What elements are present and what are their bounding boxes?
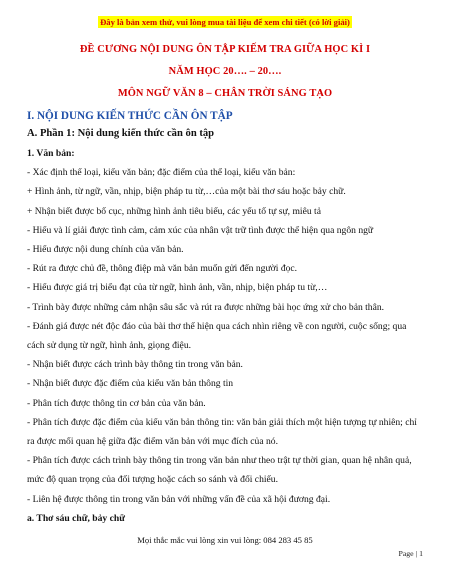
document-body [27, 144, 424, 528]
paragraph: - Liên hệ được thông tin trong văn bản với những vấn đề của xã hội đương đại. [27, 493, 331, 505]
paragraph: - Nhận biết được đặc điểm của kiểu văn bản thông tin [27, 378, 234, 390]
paragraph: - Hiểu được giá trị biểu đạt của từ ngữ, hình ảnh, vần, nhịp, biện pháp tu từ,… [27, 282, 328, 294]
paragraph: + Hình ảnh, từ ngữ, vần, nhịp, biện pháp tu từ,…của một bài thơ sáu hoặc bảy chữ. [27, 186, 346, 198]
paragraph: - Trình bày được những cảm nhận sâu sắc và rút ra được những bài học ứng xử cho bản thân. [27, 301, 385, 313]
paragraph: - Phân tích được đặc điểm của kiểu văn bản thông tin: văn bản giải thích một hiện tượng tự nhiên; chỉ ra được mối quan hệ giữa đặc điểm văn bản với mục đích của nó. [27, 416, 417, 448]
paragraph: + Nhận biết được bố cục, những hình ảnh tiêu biểu, các yếu tố tự sự, miêu tả [27, 205, 321, 217]
subheading-tho: a. Thơ sáu chữ, bảy chữ [27, 512, 125, 524]
preview-notice [0, 12, 450, 30]
contact-footer: Mọi thắc mắc vui lòng xin vui lòng: 084 283 45 85 [137, 535, 313, 545]
paragraph: - Nhận biết được cách trình bày thông tin trong văn bản. [27, 359, 243, 371]
section-heading: I. NỘI DUNG KIẾN THỨC CẦN ÔN TẬP [27, 110, 233, 122]
paragraph: - Phân tích được thông tin cơ bản của văn bản. [27, 397, 206, 409]
paragraph: - Hiểu được nội dung chính của văn bản. [27, 244, 184, 256]
doc-subject: MÔN NGỮ VĂN 8 – CHÂN TRỜI SÁNG TẠO [117, 88, 333, 99]
paragraph: - Hiểu và lí giải được tình cảm, cảm xúc của nhân vật trữ tình được thể hiện qua ngôn ngữ [27, 224, 374, 236]
part-heading: A. Phần 1: Nội dung kiến thức cần ôn tập [27, 128, 215, 139]
doc-school-year: NĂM HỌC 20…. – 20…. [168, 66, 282, 77]
paragraph: - Xác định thể loại, kiểu văn bản; đặc điểm của thể loại, kiểu văn bản: [27, 167, 296, 179]
paragraph: - Rút ra được chủ đề, thông điệp mà văn bản muốn gửi đến người đọc. [27, 263, 298, 275]
page-number: Page | 1 [398, 549, 423, 558]
subheading-van-ban: 1. Văn bản: [27, 148, 75, 159]
paragraph: - Phân tích được cách trình bày thông tin trong văn bản như theo trật tự thời gian, quan hệ nhân quả, mức độ quan trọng của đối tượng hoặc cách so sánh và đối chiếu. [27, 455, 412, 486]
paragraph: - Đánh giá được nét độc đáo của bài thơ thể hiện qua cách nhìn riêng về con người, cuộc sống; qua cách sử dụng từ ngữ, hình ảnh, giọng điệu. [27, 320, 407, 352]
preview-notice-text: Đây là bản xem thử, vui lòng mua tài liệu để xem chi tiết (có lời giải) [100, 17, 350, 27]
doc-title: ĐỀ CƯƠNG NỘI DUNG ÔN TẬP KIẾM TRA GIỮA HỌC KÌ I [79, 44, 371, 55]
